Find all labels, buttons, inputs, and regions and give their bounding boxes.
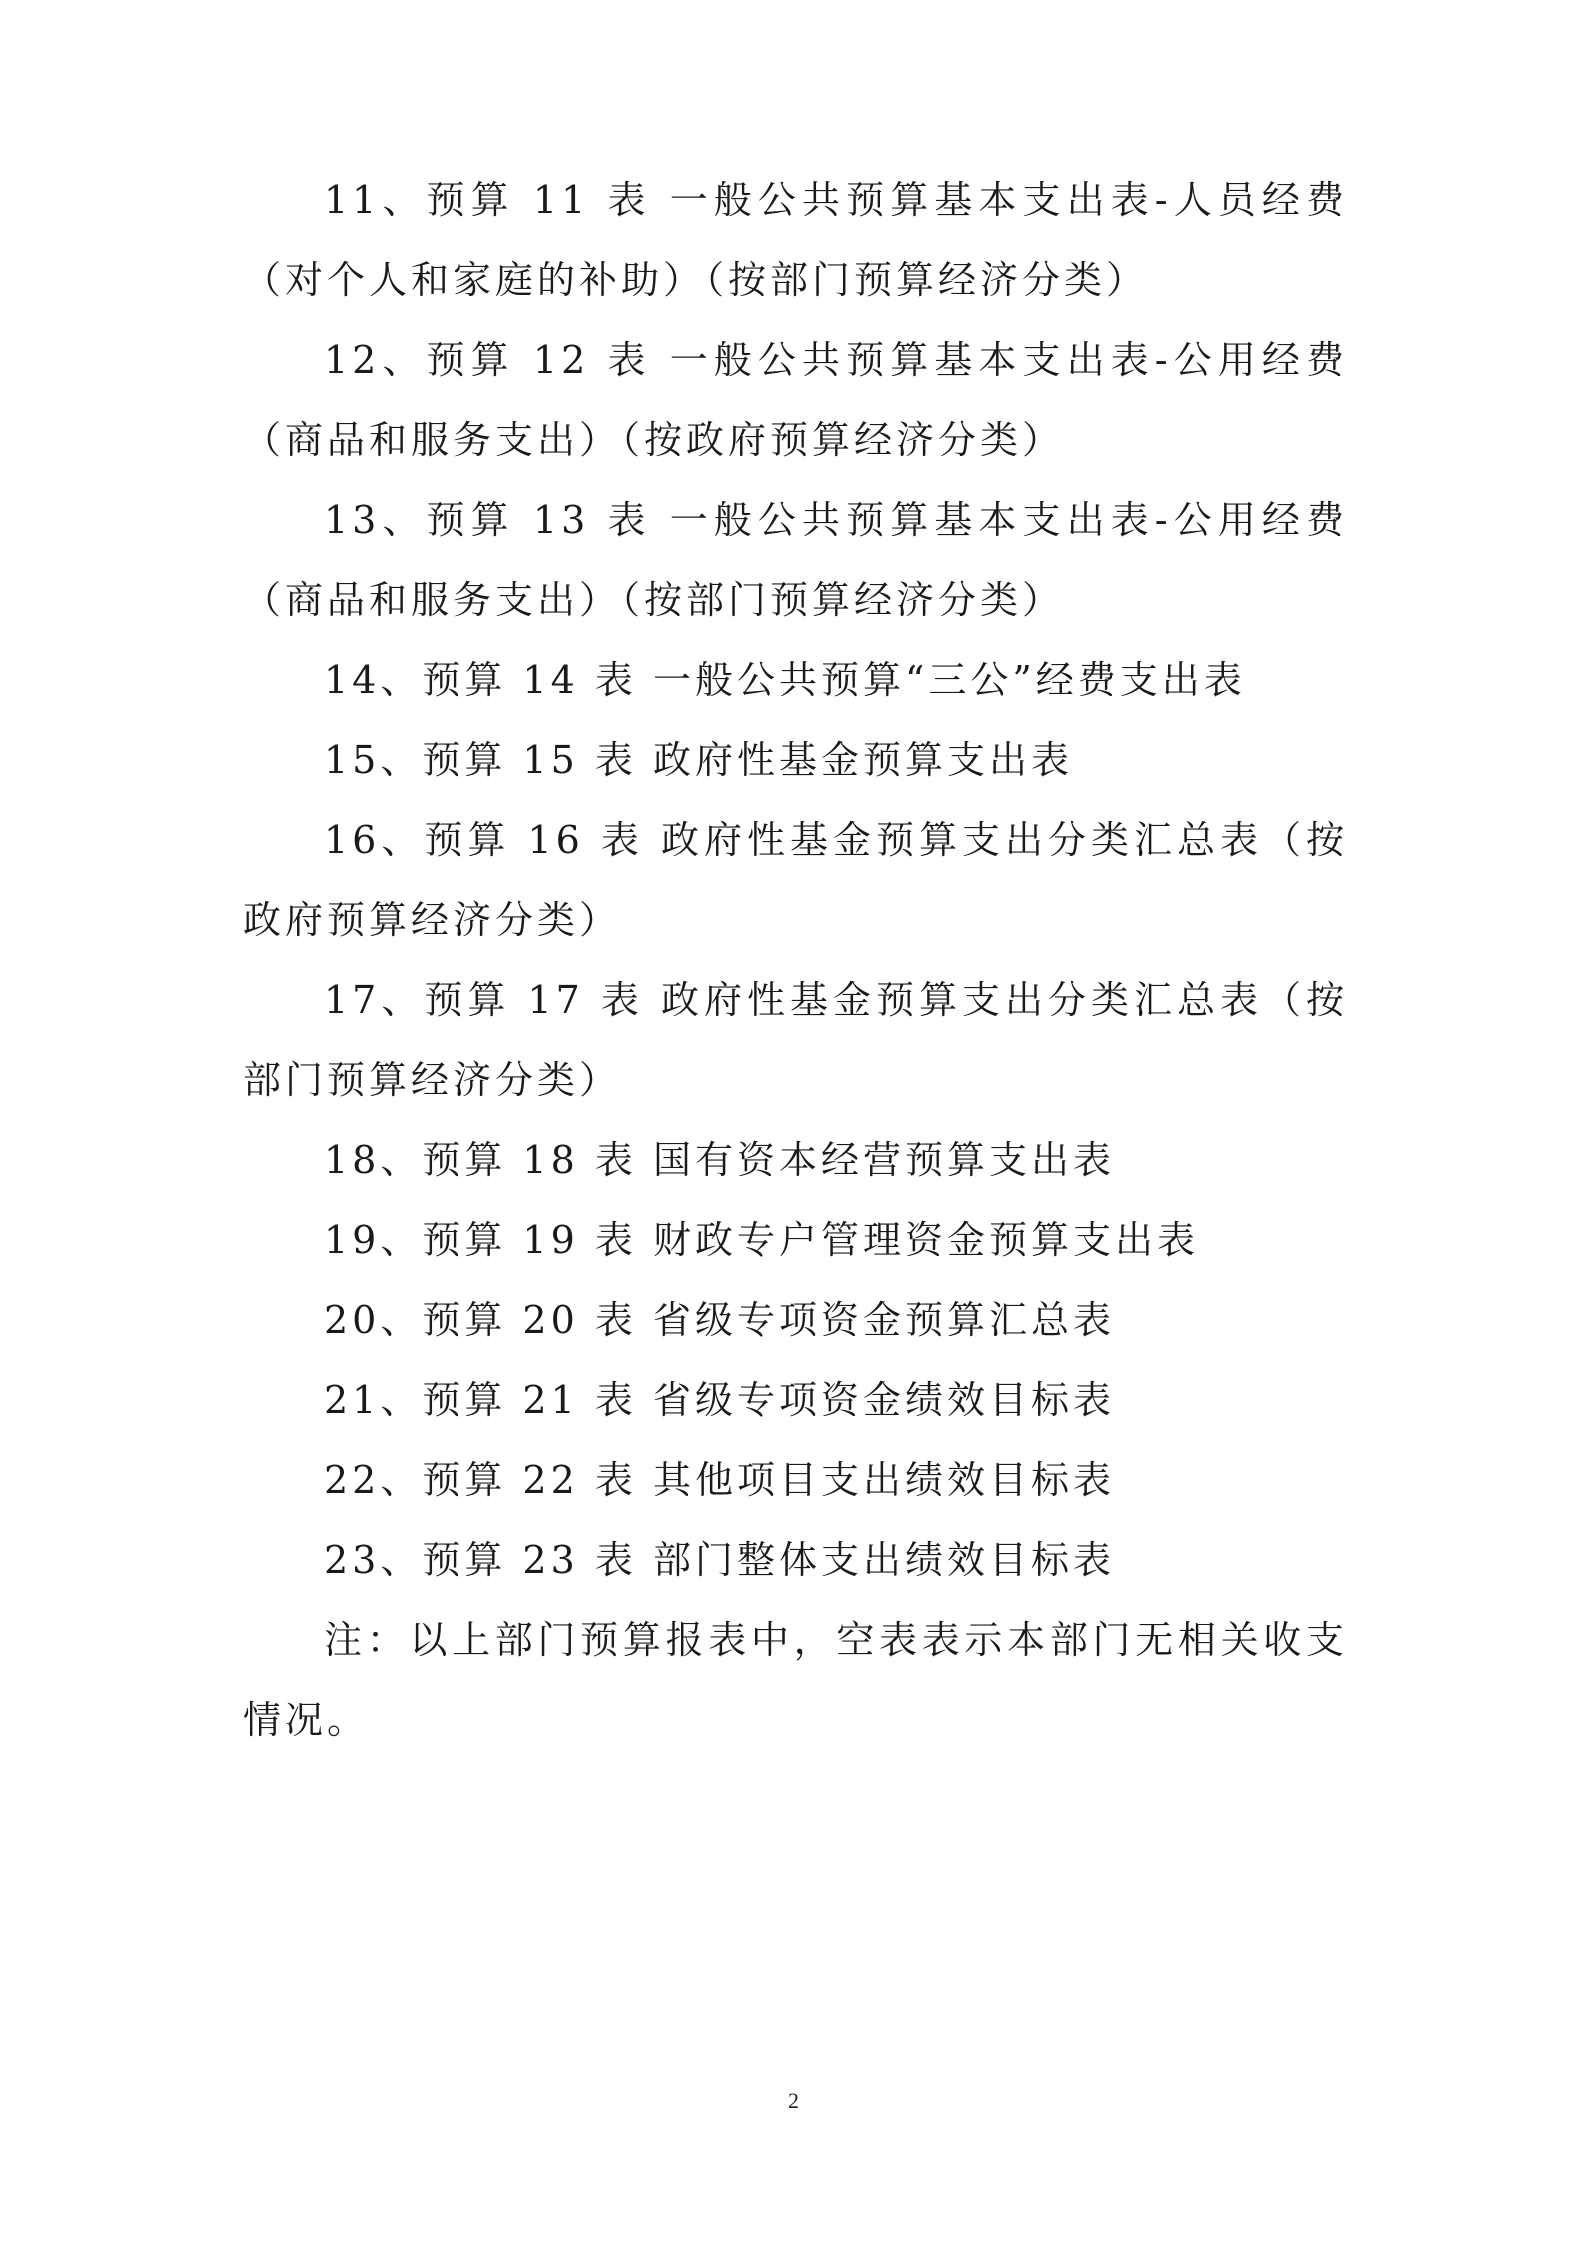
list-item: 19、预算 19 表 财政专户管理资金预算支出表 xyxy=(324,1218,1199,1262)
list-item: 15、预算 15 表 政府性基金预算支出表 xyxy=(324,738,1073,782)
list-item: 13、预算 13 表 一般公共预算基本支出表-公用经费（商品和服务支出）（按部门预算经济分类） xyxy=(243,498,1348,622)
list-item: 20、预算 20 表 省级专项资金预算汇总表 xyxy=(324,1298,1115,1342)
document-body xyxy=(243,160,1348,1760)
list-item: 21、预算 21 表 省级专项资金绩效目标表 xyxy=(324,1378,1115,1422)
list-item: 16、预算 16 表 政府性基金预算支出分类汇总表（按政府预算经济分类） xyxy=(243,818,1348,942)
list-item: 12、预算 12 表 一般公共预算基本支出表-公用经费（商品和服务支出）（按政府预算经济分类） xyxy=(243,338,1348,462)
page-number: 2 xyxy=(788,2088,799,2113)
list-item: 11、预算 11 表 一般公共预算基本支出表-人员经费（对个人和家庭的补助）（按部门预算经济分类） xyxy=(243,178,1348,302)
list-item: 18、预算 18 表 国有资本经营预算支出表 xyxy=(324,1138,1115,1182)
note-paragraph: 注：以上部门预算报表中，空表表示本部门无相关收支情况。 xyxy=(243,1618,1348,1742)
list-item: 14、预算 14 表 一般公共预算“三公”经费支出表 xyxy=(324,658,1246,702)
list-item: 22、预算 22 表 其他项目支出绩效目标表 xyxy=(324,1458,1115,1502)
list-item: 17、预算 17 表 政府性基金预算支出分类汇总表（按部门预算经济分类） xyxy=(243,978,1348,1102)
list-item: 23、预算 23 表 部门整体支出绩效目标表 xyxy=(324,1538,1115,1582)
